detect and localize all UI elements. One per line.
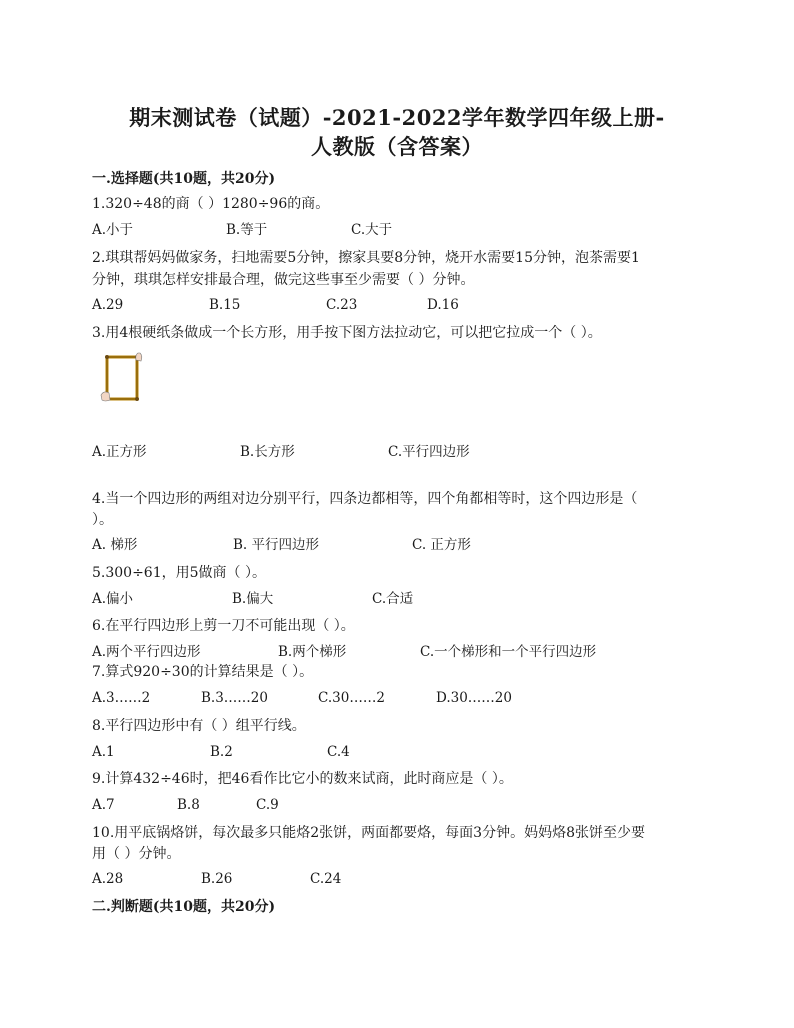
q3-option-c: C.平行四边形 — [388, 444, 470, 460]
question-3: 3.用4根硬纸条做成一个长方形，用手按下图方法拉动它，可以把它拉成一个（ ）。 — [92, 325, 602, 341]
q7-option-b: B.3……20 — [201, 690, 268, 706]
q1-option-a: A.小于 — [92, 222, 134, 238]
q2-option-a: A.29 — [92, 297, 124, 313]
question-7: 7.算式920÷30的计算结果是（ ）。 — [92, 664, 314, 680]
q3-option-b: B.长方形 — [240, 444, 295, 460]
section-heading-choice: 一.选择题(共10题，共20分) — [92, 171, 276, 187]
question-2-line1: 2.琪琪帮妈妈做家务，扫地需要5分钟，擦家具要8分钟，烧开水需要15分钟，泡茶需要1 — [92, 250, 640, 266]
q1-option-b: B.等于 — [226, 222, 268, 238]
q1-option-c: C.大于 — [351, 222, 393, 238]
q4-option-a: A. 梯形 — [92, 537, 138, 553]
q6-option-b: B.两个梯形 — [278, 644, 347, 660]
question-4-line1: 4.当一个四边形的两组对边分别平行，四条边都相等，四个角都相等时，这个四边形是（ — [92, 491, 638, 507]
q7-option-c: C.30……2 — [318, 690, 385, 706]
q5-option-a: A.偏小 — [92, 591, 134, 607]
question-4-line2: ）。 — [92, 512, 113, 528]
q10-option-b: B.26 — [201, 871, 233, 887]
q10-option-a: A.28 — [92, 871, 124, 887]
rectangle-frame-figure — [100, 352, 144, 404]
q2-option-d: D.16 — [427, 297, 459, 313]
q8-option-a: A.1 — [92, 744, 115, 760]
q9-option-b: B.8 — [177, 797, 200, 813]
exam-title-line1: 期末测试卷（试题）-2021-2022学年数学四年级上册- — [129, 105, 665, 130]
question-2-line2: 分钟，琪琪怎样安排最合理，做完这些事至少需要（ ）分钟。 — [92, 272, 475, 288]
q7-option-d: D.30……20 — [436, 690, 512, 706]
question-1: 1.320÷48的商（ ）1280÷96的商。 — [92, 196, 330, 212]
q5-option-b: B.偏大 — [232, 591, 274, 607]
question-6: 6.在平行四边形上剪一刀不可能出现（ ）。 — [92, 618, 355, 634]
q4-option-c: C. 正方形 — [412, 537, 471, 553]
q2-option-c: C.23 — [326, 297, 358, 313]
q5-option-c: C.合适 — [372, 591, 414, 607]
hand-icon — [101, 392, 110, 401]
q2-option-b: B.15 — [209, 297, 241, 313]
q8-option-c: C.4 — [327, 744, 350, 760]
q8-option-b: B.2 — [210, 744, 233, 760]
section-heading-judgement: 二.判断题(共10题，共20分) — [92, 899, 276, 915]
hand-icon — [136, 353, 142, 361]
q6-option-a: A.两个平行四边形 — [92, 644, 201, 660]
question-10-line2: 用（ ）分钟。 — [92, 846, 181, 862]
question-10-line1: 10.用平底锅烙饼，每次最多只能烙2张饼，两面都要烙，每面3分钟。妈妈烙8张饼至少要 — [92, 825, 645, 841]
q10-option-c: C.24 — [310, 871, 342, 887]
q9-option-a: A.7 — [92, 797, 115, 813]
question-8: 8.平行四边形中有（ ）组平行线。 — [92, 718, 306, 734]
question-9: 9.计算432÷46时，把46看作比它小的数来试商，此时商应是（ ）。 — [92, 771, 513, 787]
question-5: 5.300÷61，用5做商（ ）。 — [92, 565, 266, 581]
q4-option-b: B. 平行四边形 — [233, 537, 320, 553]
q9-option-c: C.9 — [256, 797, 279, 813]
q3-option-a: A.正方形 — [92, 444, 147, 460]
q6-option-c: C.一个梯形和一个平行四边形 — [420, 644, 597, 660]
q7-option-a: A.3……2 — [92, 690, 151, 706]
exam-title-line2: 人教版（含答案） — [311, 134, 483, 159]
